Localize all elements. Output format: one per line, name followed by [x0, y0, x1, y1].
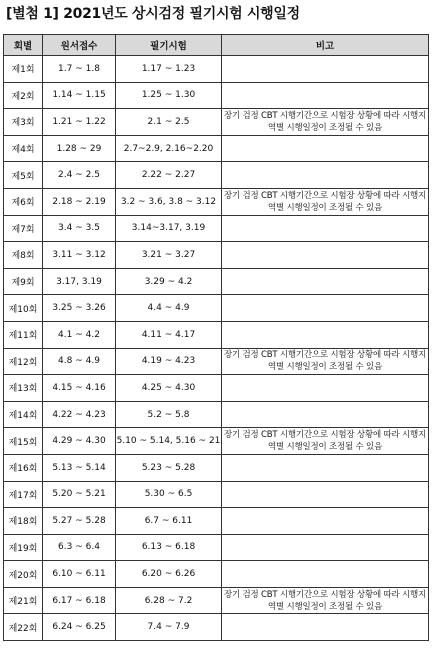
cell-exam: 7.4 ~ 7.9 [116, 614, 222, 641]
cell-application: 3.11 ~ 3.12 [43, 242, 116, 269]
cell-note [222, 268, 429, 295]
cell-application: 1.14 ~ 1.15 [43, 82, 116, 109]
cell-round: 제20회 [4, 561, 43, 588]
cell-round: 제14회 [4, 401, 43, 428]
cell-note [222, 508, 429, 535]
cell-application: 3.25 ~ 3.26 [43, 295, 116, 322]
table-row [4, 242, 429, 269]
cell-note [222, 295, 429, 322]
cell-round: 제11회 [4, 321, 43, 348]
table-row [4, 295, 429, 322]
cell-round: 제13회 [4, 375, 43, 402]
table-row [4, 109, 429, 136]
cell-exam: 2.22 ~ 2.27 [116, 162, 222, 189]
table-row [4, 481, 429, 508]
cell-application: 6.17 ~ 6.18 [43, 587, 116, 614]
cell-round: 제9회 [4, 268, 43, 295]
cell-round: 제2회 [4, 82, 43, 109]
cell-note: 장기 검정 CBT 시행기간으로 시험장 상황에 따라 시행지역별 시행일정이 조정될 수 있음 [222, 188, 429, 215]
cell-note [222, 561, 429, 588]
cell-note [222, 401, 429, 428]
cell-application: 4.1 ~ 4.2 [43, 321, 116, 348]
cell-application: 3.17, 3.19 [43, 268, 116, 295]
cell-round: 제4회 [4, 135, 43, 162]
table-row [4, 375, 429, 402]
cell-exam: 5.23 ~ 5.28 [116, 454, 222, 481]
cell-application: 1.7 ~ 1.8 [43, 56, 116, 83]
cell-exam: 6.7 ~ 6.11 [116, 508, 222, 535]
cell-exam: 3.2 ~ 3.6, 3.8 ~ 3.12 [116, 188, 222, 215]
cell-note: 장기 검정 CBT 시행기간으로 시험장 상황에 따라 시행지역별 시행일정이 조정될 수 있음 [222, 428, 429, 455]
cell-round: 제18회 [4, 508, 43, 535]
cell-application: 4.15 ~ 4.16 [43, 375, 116, 402]
cell-exam: 1.17 ~ 1.23 [116, 56, 222, 83]
cell-note [222, 82, 429, 109]
cell-application: 1.28 ~ 29 [43, 135, 116, 162]
table-header-row [4, 35, 429, 56]
table-row [4, 348, 429, 375]
cell-exam: 4.4 ~ 4.9 [116, 295, 222, 322]
table-row [4, 188, 429, 215]
cell-exam: 6.20 ~ 6.26 [116, 561, 222, 588]
header-exam: 필기시험 [116, 35, 222, 56]
table-row [4, 135, 429, 162]
cell-note: 장기 검정 CBT 시행기간으로 시험장 상황에 따라 시행지역별 시행일정이 조정될 수 있음 [222, 587, 429, 614]
cell-application: 4.29 ~ 4.30 [43, 428, 116, 455]
table-row [4, 428, 429, 455]
cell-note [222, 454, 429, 481]
cell-exam: 6.28 ~ 7.2 [116, 587, 222, 614]
cell-application: 5.20 ~ 5.21 [43, 481, 116, 508]
table-row [4, 162, 429, 189]
cell-note [222, 56, 429, 83]
cell-note [222, 215, 429, 242]
cell-exam: 3.29 ~ 4.2 [116, 268, 222, 295]
cell-exam: 5.30 ~ 6.5 [116, 481, 222, 508]
cell-exam: 2.7~2.9, 2.16~2.20 [116, 135, 222, 162]
cell-application: 6.10 ~ 6.11 [43, 561, 116, 588]
cell-exam: 3.21 ~ 3.27 [116, 242, 222, 269]
cell-exam: 5.10 ~ 5.14, 5.16 ~ 21 [116, 428, 222, 455]
cell-application: 6.24 ~ 6.25 [43, 614, 116, 641]
cell-exam: 6.13 ~ 6.18 [116, 534, 222, 561]
table-row [4, 587, 429, 614]
table-row [4, 215, 429, 242]
cell-note [222, 321, 429, 348]
cell-exam: 4.19 ~ 4.23 [116, 348, 222, 375]
cell-exam: 5.2 ~ 5.8 [116, 401, 222, 428]
cell-exam: 1.25 ~ 1.30 [116, 82, 222, 109]
cell-application: 4.22 ~ 4.23 [43, 401, 116, 428]
table-row [4, 321, 429, 348]
cell-note [222, 375, 429, 402]
table-row [4, 454, 429, 481]
cell-application: 2.18 ~ 2.19 [43, 188, 116, 215]
cell-round: 제1회 [4, 56, 43, 83]
cell-exam: 4.11 ~ 4.17 [116, 321, 222, 348]
exam-schedule-table [3, 34, 429, 641]
cell-application: 1.21 ~ 1.22 [43, 109, 116, 136]
cell-application: 6.3 ~ 6.4 [43, 534, 116, 561]
cell-application: 5.27 ~ 5.28 [43, 508, 116, 535]
cell-round: 제22회 [4, 614, 43, 641]
cell-note [222, 135, 429, 162]
cell-round: 제6회 [4, 188, 43, 215]
cell-exam: 3.14~3.17, 3.19 [116, 215, 222, 242]
table-body [4, 56, 429, 641]
cell-note [222, 162, 429, 189]
header-note: 비고 [222, 35, 429, 56]
cell-round: 제16회 [4, 454, 43, 481]
cell-note [222, 242, 429, 269]
cell-exam: 4.25 ~ 4.30 [116, 375, 222, 402]
cell-exam: 2.1 ~ 2.5 [116, 109, 222, 136]
cell-note: 장기 검정 CBT 시행기간으로 시험장 상황에 따라 시행지역별 시행일정이 조정될 수 있음 [222, 109, 429, 136]
cell-round: 제7회 [4, 215, 43, 242]
cell-note: 장기 검정 CBT 시행기간으로 시험장 상황에 따라 시행지역별 시행일정이 조정될 수 있음 [222, 348, 429, 375]
cell-round: 제8회 [4, 242, 43, 269]
cell-round: 제19회 [4, 534, 43, 561]
cell-round: 제5회 [4, 162, 43, 189]
header-round: 회별 [4, 35, 43, 56]
table-row [4, 561, 429, 588]
cell-round: 제17회 [4, 481, 43, 508]
document-title: [별첨 1] 2021년도 상시검정 필기시험 시행일정 [6, 6, 300, 22]
cell-round: 제3회 [4, 109, 43, 136]
cell-note [222, 534, 429, 561]
table-row [4, 534, 429, 561]
cell-round: 제10회 [4, 295, 43, 322]
cell-note [222, 614, 429, 641]
cell-round: 제12회 [4, 348, 43, 375]
cell-round: 제15회 [4, 428, 43, 455]
table-row [4, 268, 429, 295]
table-row [4, 82, 429, 109]
cell-application: 4.8 ~ 4.9 [43, 348, 116, 375]
table-row [4, 614, 429, 641]
cell-application: 3.4 ~ 3.5 [43, 215, 116, 242]
table-row [4, 508, 429, 535]
cell-application: 5.13 ~ 5.14 [43, 454, 116, 481]
cell-application: 2.4 ~ 2.5 [43, 162, 116, 189]
cell-note [222, 481, 429, 508]
cell-round: 제21회 [4, 587, 43, 614]
table-row [4, 56, 429, 83]
table-row [4, 401, 429, 428]
header-application: 원서접수 [43, 35, 116, 56]
